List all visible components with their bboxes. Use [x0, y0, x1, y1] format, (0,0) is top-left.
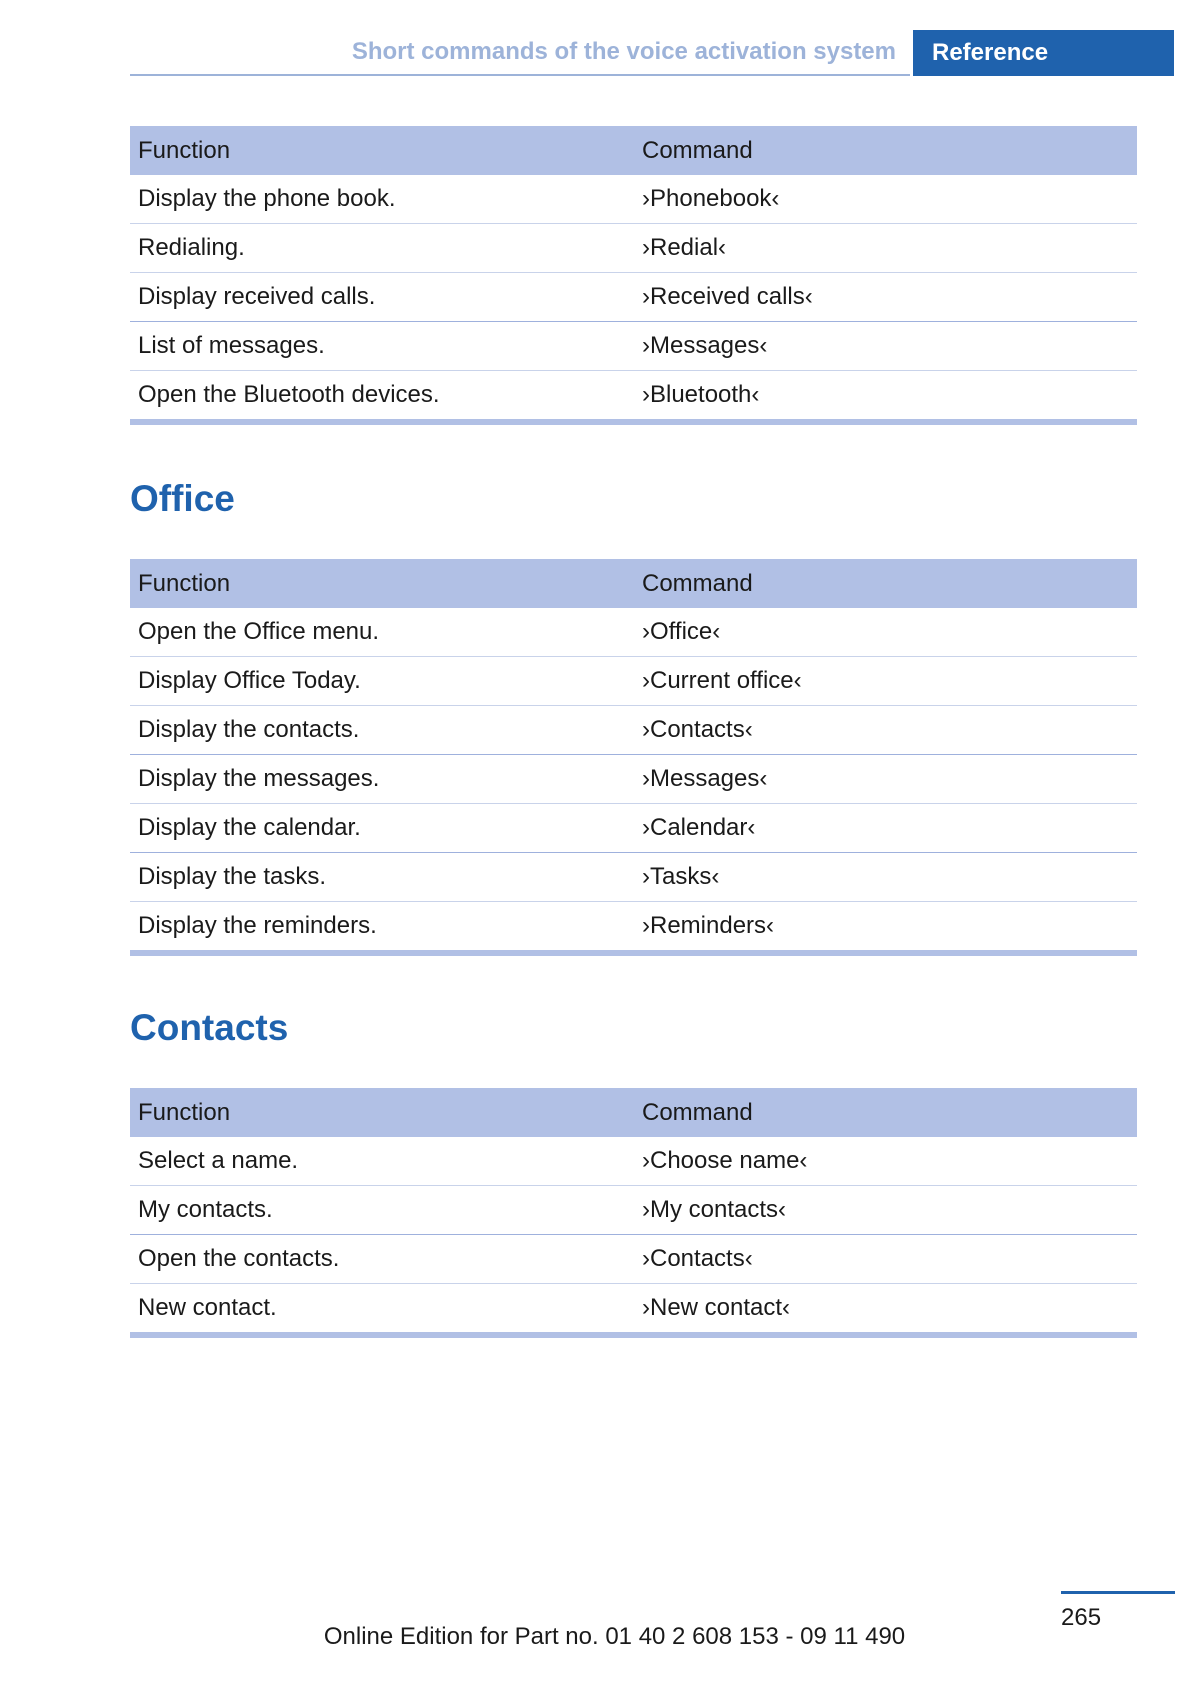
- column-header-command: Command: [634, 1088, 1137, 1137]
- table-bottom-rule: [130, 1332, 1137, 1338]
- table-row: [130, 706, 1137, 755]
- table-row: [130, 902, 1137, 951]
- function-cell: Display Office Today.: [130, 657, 634, 706]
- command-cell: ›Phonebook‹: [634, 175, 1137, 224]
- command-cell: ›Contacts‹: [634, 1235, 1137, 1284]
- function-cell: Display the tasks.: [130, 853, 634, 902]
- edition-footer: Online Edition for Part no. 01 40 2 608 153 - 09 11 490: [323, 1623, 906, 1650]
- command-cell: ›Redial‹: [634, 224, 1137, 273]
- table-row: [130, 322, 1137, 371]
- command-cell: ›Messages‹: [634, 755, 1137, 804]
- header-divider: [130, 74, 910, 76]
- column-header-function: Function: [130, 559, 634, 608]
- command-cell: ›Bluetooth‹: [642, 381, 760, 408]
- table-row: [130, 1235, 1137, 1284]
- function-cell: Open the Bluetooth devices.: [138, 381, 440, 408]
- function-cell: Display the messages.: [130, 755, 634, 804]
- table-header-row: [130, 1088, 1137, 1137]
- phone-commands-section: [130, 126, 1137, 425]
- phone-commands-table: [130, 126, 1137, 419]
- command-cell: ›Received calls‹: [634, 273, 1137, 322]
- table-row: [130, 608, 1137, 657]
- column-header-command: Command: [634, 559, 1137, 608]
- contacts-commands-table: [130, 1088, 1137, 1332]
- column-header-function: Function: [130, 126, 634, 175]
- command-cell: ›Contacts‹: [634, 706, 1137, 755]
- contacts-commands-section: [130, 1088, 1137, 1338]
- command-cell: ›Messages‹: [634, 322, 1137, 371]
- reference-tab[interactable]: Reference: [913, 30, 1174, 76]
- table-row: [130, 175, 1137, 224]
- command-cell: ›Reminders‹: [642, 912, 775, 939]
- function-cell: Select a name.: [130, 1137, 634, 1186]
- table-row: [130, 853, 1137, 902]
- command-cell: ›Choose name‹: [634, 1137, 1137, 1186]
- table-row: [130, 371, 1137, 420]
- command-cell: ›New contact‹: [642, 1294, 791, 1321]
- table-header-row: [130, 126, 1137, 175]
- function-cell: Display the calendar.: [130, 804, 634, 853]
- function-cell: Display received calls.: [130, 273, 634, 322]
- contacts-heading: Contacts: [130, 1007, 289, 1048]
- column-header-function: Function: [130, 1088, 634, 1137]
- function-cell: My contacts.: [130, 1186, 634, 1235]
- table-row: [130, 657, 1137, 706]
- table-row: [130, 1284, 1137, 1333]
- function-cell: Redialing.: [130, 224, 634, 273]
- command-cell: ›Current office‹: [634, 657, 1137, 706]
- table-bottom-rule: [130, 950, 1137, 956]
- footer-rule: [1061, 1591, 1175, 1594]
- column-header-command: Command: [634, 126, 1137, 175]
- command-cell: ›Office‹: [634, 608, 1137, 657]
- table-row: [130, 1186, 1137, 1235]
- command-cell: ›My contacts‹: [634, 1186, 1137, 1235]
- command-cell: ›Calendar‹: [634, 804, 1137, 853]
- running-header-title: Short commands of the voice activation system: [351, 38, 896, 65]
- function-cell: Display the contacts.: [130, 706, 634, 755]
- function-cell: Open the contacts.: [130, 1235, 634, 1284]
- function-cell: Display the phone book.: [130, 175, 634, 224]
- table-row: [130, 804, 1137, 853]
- table-row: [130, 273, 1137, 322]
- page-number: 265: [1061, 1604, 1102, 1631]
- table-row: [130, 224, 1137, 273]
- table-header-row: [130, 559, 1137, 608]
- table-row: [130, 755, 1137, 804]
- office-commands-section: [130, 559, 1137, 956]
- function-cell: Open the Office menu.: [130, 608, 634, 657]
- office-heading: Office: [130, 478, 235, 519]
- table-bottom-rule: [130, 419, 1137, 425]
- office-commands-table: [130, 559, 1137, 950]
- function-cell: List of messages.: [130, 322, 634, 371]
- function-cell: New contact.: [138, 1294, 277, 1321]
- function-cell: Display the reminders.: [138, 912, 377, 939]
- command-cell: ›Tasks‹: [634, 853, 1137, 902]
- table-row: [130, 1137, 1137, 1186]
